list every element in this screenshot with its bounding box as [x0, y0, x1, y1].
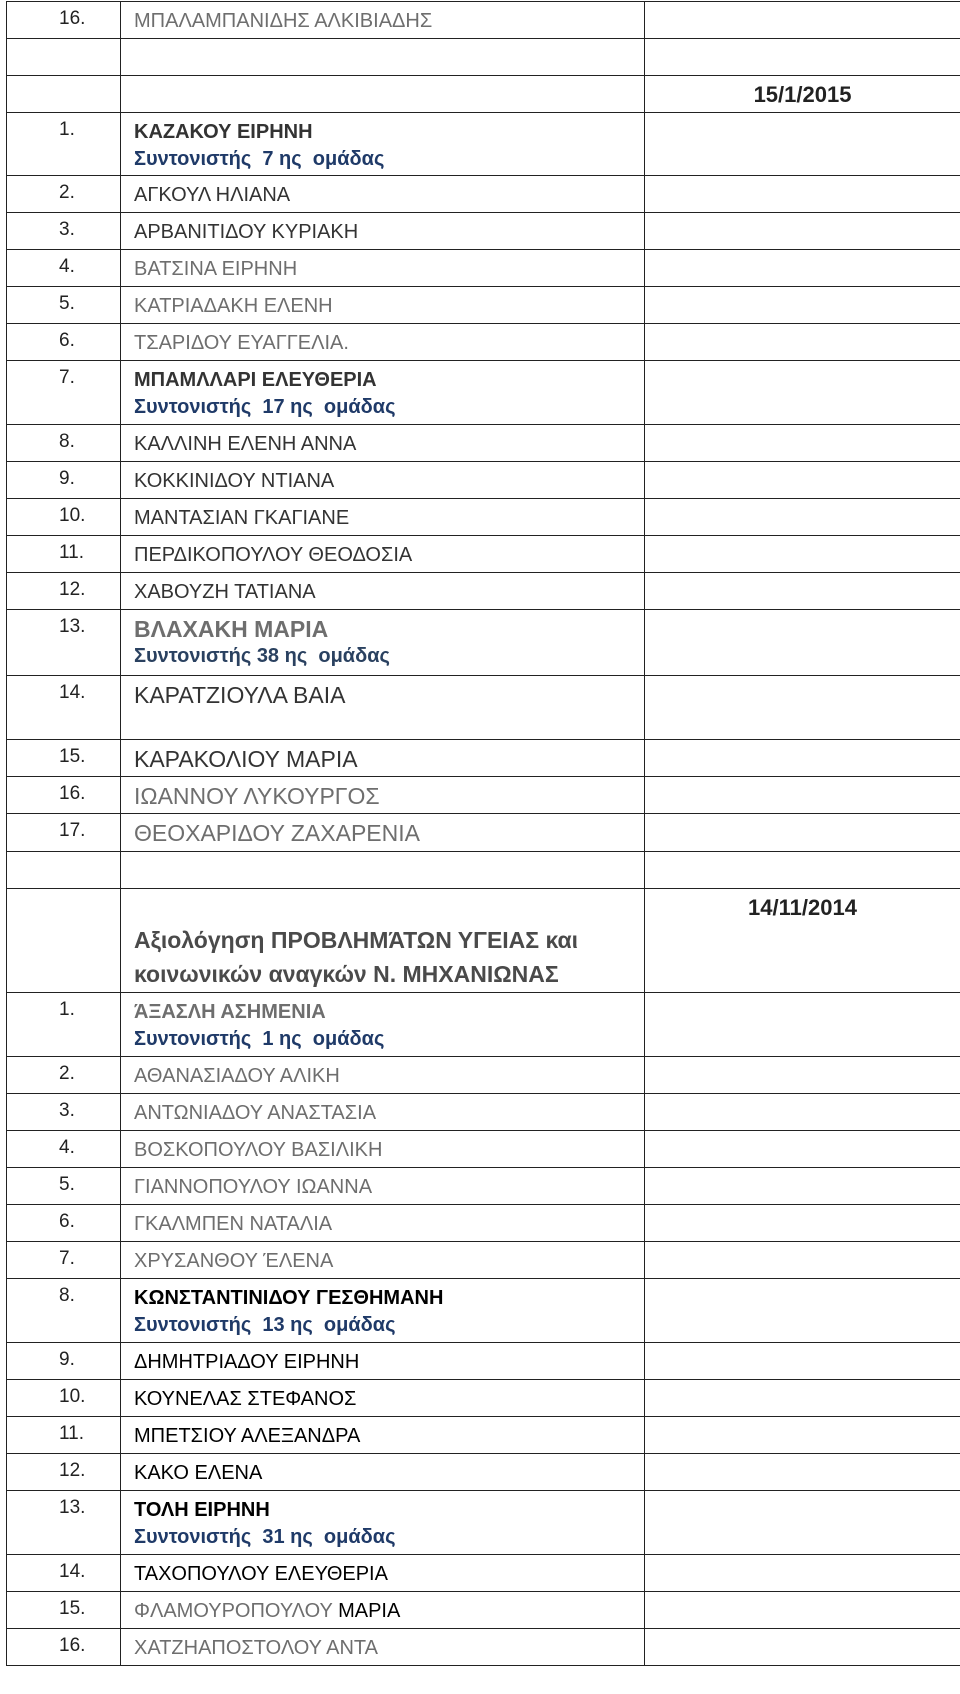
- table-row: [7, 1417, 960, 1454]
- member-name: ΚΟΥΝΕΛΑΣ ΣΤΕΦΑΝΟΣ: [134, 1388, 357, 1410]
- table-row: [7, 1380, 960, 1417]
- table-row: [7, 1592, 960, 1629]
- table-row: [7, 2, 960, 39]
- member-name: ΧΡΥΣΑΝΘΟΥ ΈΛΕΝΑ: [134, 1250, 334, 1272]
- row-number: 11.: [7, 536, 121, 573]
- row-number: 10.: [7, 1380, 121, 1417]
- empty-row: [7, 852, 960, 889]
- table-row: [7, 573, 960, 610]
- row-number: 16.: [7, 1629, 121, 1666]
- table-row: [7, 1343, 960, 1380]
- member-name: ΜΠΑΜΛΛΑΡΙ ΕΛΕΥΘΕΡΙΑ: [134, 369, 377, 391]
- member-name: ΔΗΜΗΤΡΙΑΔΟΥ ΕΙΡΗΝΗ: [134, 1351, 360, 1373]
- table-row: [7, 113, 960, 176]
- table-row: [7, 1168, 960, 1205]
- row-number: 13.: [7, 1491, 121, 1555]
- member-name: ΒΟΣΚΟΠΟΥΛΟΥ ΒΑΣΙΛΙΚΗ: [134, 1139, 383, 1161]
- member-name: ΤΟΛΗ ΕΙΡΗΝΗ: [134, 1499, 270, 1521]
- table-row: [7, 324, 960, 361]
- member-name: ΚΑΖΑΚΟΥ ΕΙΡΗΝΗ: [134, 121, 313, 143]
- member-name: ΤΑΧΟΠΟΥΛΟΥ ΕΛΕΥΘΕΡΙΑ: [134, 1563, 388, 1585]
- row-number: 4.: [7, 1131, 121, 1168]
- row-number: 7.: [7, 361, 121, 425]
- member-name: ΓΙΑΝΝΟΠΟΥΛΟΥ ΙΩΑΝΝΑ: [134, 1176, 373, 1198]
- member-name: ΑΘΑΝΑΣΙΑΔΟΥ ΑΛΙΚΗ: [134, 1065, 340, 1087]
- member-firstname: ΜΑΡΙΑ: [332, 1600, 401, 1622]
- table-row: [7, 76, 960, 113]
- member-name: ΜΑΝΤΑΣΙΑΝ ΓΚΑΓΙΑΝΕ: [134, 507, 350, 529]
- coordinator-label: Συντονιστής 17 ης ομάδας: [134, 396, 396, 418]
- row-number: 1.: [7, 113, 121, 176]
- row-number: 17.: [7, 814, 121, 852]
- member-name: ΑΓΚΟΥΛ ΗΛΙΑΝΑ: [134, 184, 291, 206]
- row-number: 14.: [7, 676, 121, 740]
- row-number: 12.: [7, 573, 121, 610]
- member-name: ΠΕΡΔΙΚΟΠΟΥΛΟΥ ΘΕΟΔΟΣΙΑ: [134, 544, 413, 566]
- table-row: [7, 499, 960, 536]
- row-number: 13.: [7, 610, 121, 676]
- coordinator-label: Συντονιστής 13 ης ομάδας: [134, 1314, 396, 1336]
- row-number: 6.: [7, 324, 121, 361]
- member-name: ΚΑΡΑΚΟΛΙΟΥ ΜΑΡΙΑ: [134, 746, 358, 772]
- member-name: ΧΑΤΖΗΑΠΟΣΤΟΛΟΥ ΑΝΤΑ: [134, 1637, 378, 1659]
- table-row: [7, 425, 960, 462]
- coordinator-label: Συντονιστής 7 ης ομάδας: [134, 148, 385, 170]
- row-number: 11.: [7, 1417, 121, 1454]
- member-name: ΑΝΤΩΝΙΑΔΟΥ ΑΝΑΣΤΑΣΙΑ: [134, 1102, 377, 1124]
- table-row: [7, 777, 960, 814]
- row-number: 2.: [7, 1057, 121, 1094]
- member-name: ΚΑΚΟ ΕΛΕΝΑ: [134, 1462, 263, 1484]
- table-row: [7, 740, 960, 777]
- member-surname: ΦΛΑΜΟΥΡΟΠΟΥΛΟΥ: [134, 1600, 333, 1622]
- session-date: 14/11/2014: [645, 889, 960, 993]
- row-number: 3.: [7, 1094, 121, 1131]
- member-name: ΒΑΤΣΙΝΑ ΕΙΡΗΝΗ: [134, 258, 298, 280]
- table-row: [7, 1094, 960, 1131]
- row-number: 15.: [7, 740, 121, 777]
- member-name: ΧΑΒΟΥΖΗ ΤΑΤΙΑΝΑ: [134, 581, 316, 603]
- row-number: 10.: [7, 499, 121, 536]
- member-name: [134, 1598, 644, 1624]
- section-heading-row: [7, 889, 960, 993]
- row-number: 6.: [7, 1205, 121, 1242]
- empty-row: [7, 39, 960, 76]
- member-name: ΜΠΑΛΑΜΠΑΝΙΔΗΣ ΑΛΚΙΒΙΑΔΗΣ: [134, 10, 433, 32]
- table-row: [7, 250, 960, 287]
- row-number: 4.: [7, 250, 121, 287]
- row-number: 9.: [7, 462, 121, 499]
- member-name: ΑΡΒΑΝΙΤΙΔΟΥ ΚΥΡΙΑΚΗ: [134, 221, 359, 243]
- row-number: 16.: [7, 777, 121, 814]
- row-number: 5.: [7, 287, 121, 324]
- coordinator-label: Συντονιστής 31 ης ομάδας: [134, 1526, 396, 1548]
- member-name: ΚΩΝΣΤΑΝΤΙΝΙΔΟΥ ΓΕΣΘΗΜΑΝΗ: [134, 1287, 444, 1309]
- table-row: [7, 1242, 960, 1279]
- table-row: [7, 361, 960, 425]
- table-row: [7, 1555, 960, 1592]
- table-row: [7, 462, 960, 499]
- row-number: 14.: [7, 1555, 121, 1592]
- table-row: [7, 1491, 960, 1555]
- roster-table: [6, 1, 960, 1666]
- table-row: [7, 814, 960, 852]
- table-row: [7, 1454, 960, 1491]
- member-name: ΘΕΟΧΑΡΙΔΟΥ ΖΑΧΑΡΕΝΙΑ: [134, 820, 420, 846]
- row-number: 5.: [7, 1168, 121, 1205]
- table-row: [7, 676, 960, 740]
- section-heading: Αξιολόγηση ΠΡΟΒΛΗΜΆΤΩΝ ΥΓΕΙΑΣ και κοινωνικών αναγκών Ν. ΜΗΧΑΝΙΩΝΑΣ: [134, 927, 579, 987]
- table-row: [7, 536, 960, 573]
- member-name: ΜΠΕΤΣΙΟΥ ΑΛΕΞΑΝΔΡΑ: [134, 1425, 361, 1447]
- table-row: [7, 610, 960, 676]
- row-number: 12.: [7, 1454, 121, 1491]
- table-row: [7, 1205, 960, 1242]
- coordinator-label: Συντονιστής 38 ης ομάδας: [134, 645, 390, 667]
- member-name: ΚΑΤΡΙΑΔΑΚΗ ΕΛΕΝΗ: [134, 295, 333, 317]
- row-number: 1.: [7, 993, 121, 1057]
- row-number: 7.: [7, 1242, 121, 1279]
- member-name: ΒΛΑΧΑΚΗ ΜΑΡΙΑ: [134, 616, 329, 642]
- table-row: [7, 213, 960, 250]
- member-name: ΚΑΡΑΤΖΙΟΥΛΑ ΒΑΙΑ: [134, 682, 346, 708]
- table-row: [7, 993, 960, 1057]
- table-row: [7, 1057, 960, 1094]
- member-name: ΤΣΑΡΙΔΟΥ ΕΥΑΓΓΕΛΙΑ.: [134, 332, 349, 354]
- row-number: 16.: [7, 2, 121, 39]
- table-row: [7, 1131, 960, 1168]
- member-name: ΙΩΑΝΝΟΥ ΛΥΚΟΥΡΓΟΣ: [134, 783, 380, 809]
- member-name: ΓΚΑΛΜΠΕΝ ΝΑΤΑΛΙΑ: [134, 1213, 333, 1235]
- member-name: ΚΟΚΚΙΝΙΔΟΥ ΝΤΙΑΝΑ: [134, 470, 335, 492]
- table-row: [7, 1629, 960, 1666]
- row-number: 8.: [7, 1279, 121, 1343]
- row-number: 2.: [7, 176, 121, 213]
- session-date: 15/1/2015: [645, 76, 960, 113]
- row-number: 15.: [7, 1592, 121, 1629]
- table-row: [7, 1279, 960, 1343]
- table-row: [7, 176, 960, 213]
- coordinator-label: Συντονιστής 1 ης ομάδας: [134, 1028, 385, 1050]
- row-number: 9.: [7, 1343, 121, 1380]
- table-row: [7, 287, 960, 324]
- row-number: 8.: [7, 425, 121, 462]
- member-name: ΚΑΛΛΙΝΗ ΕΛΕΝΗ ΑΝΝΑ: [134, 433, 357, 455]
- row-number: 3.: [7, 213, 121, 250]
- member-name: ΆΞΑΣΛΗ ΑΣΗΜΕΝΙΑ: [134, 1001, 326, 1023]
